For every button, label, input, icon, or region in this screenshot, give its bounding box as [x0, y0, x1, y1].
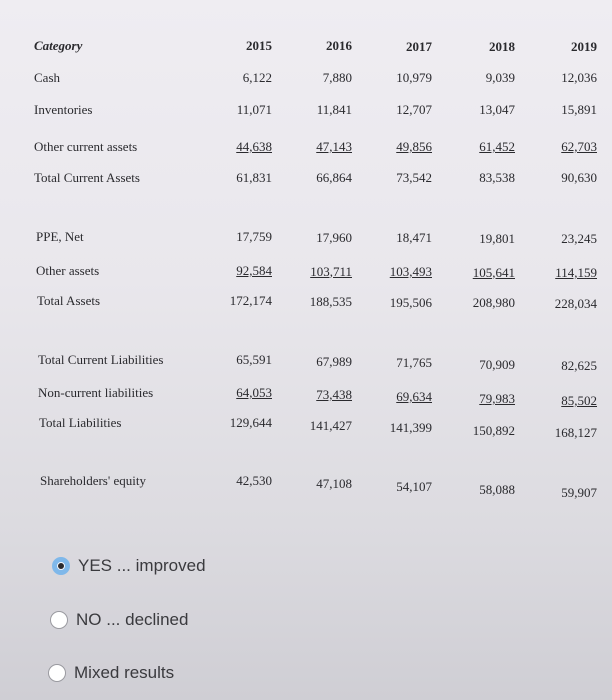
table-cell: 54,107 — [396, 479, 432, 494]
table-cell: 6,122 — [242, 70, 272, 85]
table-cell: 69,634 — [396, 389, 432, 404]
table-cell: 67,989 — [316, 353, 352, 369]
radio-button[interactable] — [50, 611, 68, 629]
table-cell: 42,530 — [236, 473, 272, 488]
table-cell: 208,980 — [472, 295, 515, 311]
table-cell: 105,641 — [472, 264, 515, 280]
table-cell: 47,108 — [316, 476, 352, 491]
table-cell: 12,036 — [561, 70, 597, 85]
table-cell: 83,538 — [479, 170, 515, 185]
row-label: Other assets — [36, 263, 100, 278]
answer-option-label: YES ... improved — [78, 556, 206, 575]
table-cell: 85,502 — [561, 393, 597, 408]
table-cell: 61,452 — [479, 139, 515, 154]
year-header-2019: 2019 — [571, 39, 597, 55]
answer-option-2[interactable] — [50, 610, 188, 630]
table-cell: 62,703 — [561, 139, 597, 154]
table-cell: 141,399 — [389, 420, 432, 435]
year-header-2016: 2016 — [326, 38, 352, 54]
table-cell: 44,638 — [236, 139, 272, 154]
table-cell: 9,039 — [485, 70, 515, 85]
year-header-2015: 2015 — [246, 38, 272, 53]
table-cell: 71,765 — [396, 355, 432, 370]
table-cell: 59,907 — [561, 485, 597, 500]
table-cell: 73,542 — [396, 170, 432, 185]
table-cell: 61,831 — [236, 170, 272, 185]
table-cell: 23,245 — [561, 231, 597, 246]
table-cell: 172,174 — [229, 293, 272, 308]
table-cell: 11,841 — [316, 102, 352, 117]
year-header-2018: 2018 — [489, 38, 515, 54]
row-label: Total Liabilities — [39, 415, 122, 430]
table-cell: 188,535 — [309, 293, 352, 309]
table-cell: 73,438 — [316, 387, 352, 402]
table-cell: 12,707 — [396, 102, 432, 117]
table-cell: 7,880 — [322, 70, 352, 85]
answer-option-3[interactable] — [48, 663, 174, 683]
table-cell: 168,127 — [554, 425, 597, 440]
table-cell: 65,591 — [236, 352, 272, 367]
table-cell: 18,471 — [396, 230, 432, 245]
row-label: Cash — [34, 70, 60, 85]
row-label: Total Current Assets — [34, 170, 140, 185]
table-cell: 79,983 — [479, 391, 515, 406]
table-cell: 228,034 — [554, 296, 597, 311]
table-cell: 17,960 — [316, 229, 352, 245]
table-cell: 129,644 — [229, 415, 272, 430]
table-cell: 103,493 — [389, 264, 432, 279]
year-header-2017: 2017 — [406, 38, 432, 54]
answer-option-1[interactable] — [52, 556, 206, 576]
row-label: Total Current Liabilities — [38, 352, 164, 367]
radio-selected-dot — [58, 563, 64, 569]
table-cell: 19,801 — [479, 230, 515, 246]
table-cell: 70,909 — [479, 356, 515, 372]
table-cell: 13,047 — [479, 102, 515, 117]
row-label: Non-current liabilities — [38, 385, 154, 400]
table-cell: 64,053 — [236, 385, 272, 400]
row-label: Shareholders' equity — [40, 473, 146, 488]
table-cell: 49,856 — [396, 139, 432, 154]
table-cell: 114,159 — [555, 265, 597, 280]
table-cell: 15,891 — [561, 102, 597, 117]
row-label: Inventories — [34, 102, 93, 117]
category-header: Category — [34, 38, 83, 53]
table-cell: 82,625 — [561, 358, 597, 373]
answer-option-label: Mixed results — [74, 663, 175, 682]
table-cell: 141,427 — [309, 417, 352, 433]
radio-button[interactable] — [52, 557, 70, 575]
table-cell: 47,143 — [316, 139, 352, 154]
answer-option-label: NO ... declined — [76, 610, 189, 629]
table-cell: 103,711 — [310, 263, 352, 279]
table-cell: 90,630 — [561, 170, 597, 185]
row-label: Total Assets — [37, 293, 101, 308]
table-cell: 10,979 — [396, 70, 432, 85]
row-label: Other current assets — [34, 139, 138, 154]
table-cell: 92,584 — [236, 263, 272, 278]
table-cell: 17,759 — [236, 229, 272, 244]
row-label: PPE, Net — [36, 229, 84, 244]
table-cell: 11,071 — [236, 102, 272, 117]
table-cell: 150,892 — [472, 422, 515, 438]
table-cell: 58,088 — [479, 482, 515, 497]
table-cell: 66,864 — [316, 170, 352, 185]
radio-button[interactable] — [48, 664, 66, 682]
table-cell: 195,506 — [389, 294, 432, 310]
